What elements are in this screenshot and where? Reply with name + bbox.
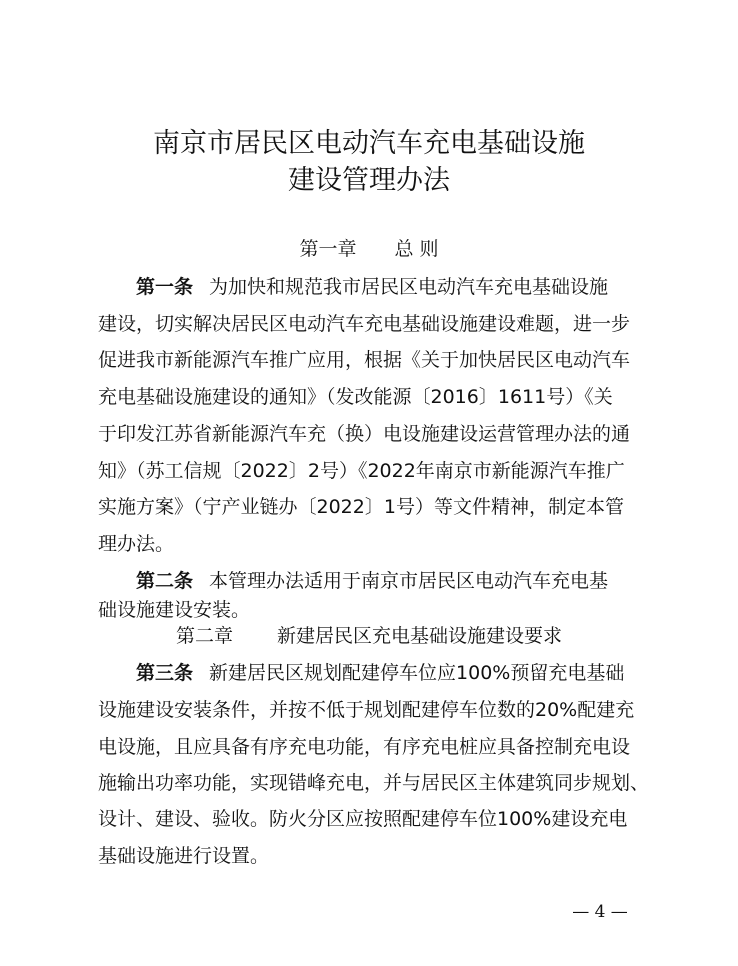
article-2-text: 本管理办法适用于南京市居民区电动汽车充电基 xyxy=(209,570,609,592)
article-1-label: 第一条 xyxy=(136,276,194,298)
article-1-line-7: 实施方案》（宁产业链办〔2022〕1号）等文件精神，制定本管 xyxy=(98,496,624,518)
article-1-line-4: 充电基础设施建设的通知》（发改能源〔2016〕1611号）《关 xyxy=(98,386,613,408)
article-1-line-3: 促进我市新能源汽车推广应用，根据《关于加快居民区电动汽车 xyxy=(98,349,631,371)
document-title-line-1: 南京市居民区电动汽车充电基础设施 xyxy=(153,128,585,159)
chapter-2-heading xyxy=(0,623,738,649)
chapter-1-number: 第一章 xyxy=(299,238,357,260)
article-1-line-2: 建设，切实解决居民区电动汽车充电基础设施建设难题，进一步 xyxy=(98,313,631,335)
article-3-line-5: 设计、建设、验收。防火分区应按照配建停车位100%建设充电 xyxy=(98,808,628,830)
article-1-text: 为加快和规范我市居民区电动汽车充电基础设施 xyxy=(209,276,609,298)
article-3-line-6: 基础设施进行设置。 xyxy=(98,845,270,867)
article-1-line-6: 知》（苏工信规〔2022〕2号）《2022年南京市新能源汽车推广 xyxy=(98,460,625,482)
article-3-text: 新建居民区规划配建停车位应100%预留充电基础 xyxy=(209,662,625,684)
article-1-line-1 xyxy=(136,274,650,300)
article-3-label: 第三条 xyxy=(136,662,194,684)
article-3-line-1 xyxy=(136,660,650,686)
article-3-line-4: 施输出功率功能，实现错峰充电，并与居民区主体建筑同步规划、 xyxy=(98,772,650,794)
article-2-label: 第二条 xyxy=(136,570,194,592)
article-2-line-1 xyxy=(136,568,650,594)
article-2-line-2: 础设施建设安装。 xyxy=(98,599,251,621)
document-title-line-2: 建设管理办法 xyxy=(288,165,450,196)
article-1-line-5: 于印发江苏省新能源汽车充（换）电设施建设运营管理办法的通 xyxy=(98,423,631,445)
chapter-1-heading xyxy=(0,236,738,262)
article-1-line-8: 理办法。 xyxy=(98,533,175,555)
page-number: — 4 — xyxy=(572,902,628,922)
article-3-line-3: 电设施，且应具备有序充电功能，有序充电桩应具备控制充电设 xyxy=(98,736,631,758)
article-3-line-2: 设施建设安装条件，并按不低于规划配建停车位数的20%配建充 xyxy=(98,699,635,721)
chapter-2-number: 第二章 xyxy=(175,625,233,647)
chapter-1-name: 总 则 xyxy=(394,238,439,260)
chapter-2-name: 新建居民区充电基础设施建设要求 xyxy=(277,625,563,647)
